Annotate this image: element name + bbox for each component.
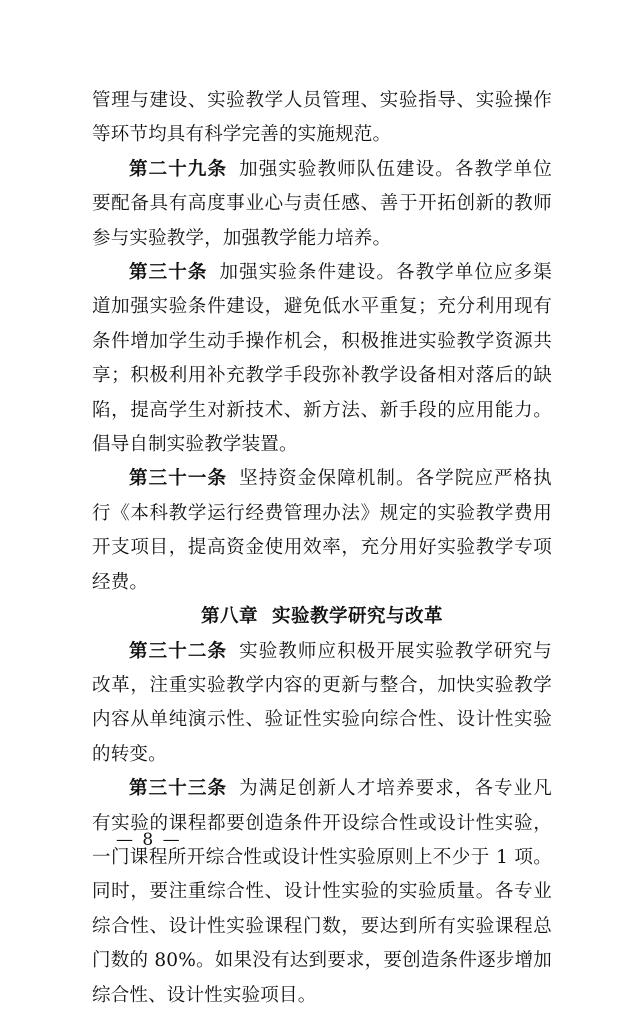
article-33-number: 第三十三条 [129, 778, 228, 800]
article-32 [92, 635, 552, 773]
article-31-number: 第三十一条 [129, 468, 228, 490]
chapter-title: 实验教学研究与改革 [272, 606, 444, 628]
article-32-number: 第三十二条 [129, 640, 228, 662]
article-30-number: 第三十条 [129, 262, 208, 284]
page-content [92, 84, 552, 1013]
article-31 [92, 462, 552, 600]
article-31-text: 坚持资金保障机制。各学院应严格执行《本科教学运行经费管理办法》规定的实验教学费用开支项目，提高资金使用效率，充分用好实验教学专项经费。 [92, 468, 552, 593]
page-number: — 8 — [116, 830, 182, 850]
chapter-heading [92, 600, 552, 634]
article-33 [92, 772, 552, 1013]
article-30 [92, 256, 552, 462]
article-32-text: 实验教师应积极开展实验教学研究与改革，注重实验教学内容的更新与整合，加快实验教学内容从单纯演示性、验证性实验向综合性、设计性实验的转变。 [92, 640, 552, 765]
article-29-text: 加强实验教师队伍建设。各教学单位要配备具有高度事业心与责任感、善于开拓创新的教师参与实验教学，加强教学能力培养。 [92, 158, 552, 249]
article-33-text: 为满足创新人才培养要求，各专业凡有实验的课程都要创造条件开设综合性或设计性实验，一门课程所开综合性或设计性实验原则上不少于 1 项。同时，要注重综合性、设计性实验的实验质量。各专业综合性、设计性实验课程门数，要达到所有实验课程总门数的 80%。如果没有达到要求，要创造条件逐步增加综合性、设计性实验项目。 [92, 778, 552, 1006]
article-29 [92, 153, 552, 256]
chapter-number: 第八章 [200, 606, 258, 628]
continuation-paragraph [92, 84, 552, 153]
article-29-number: 第二十九条 [129, 158, 228, 180]
article-30-text: 加强实验条件建设。各教学单位应多渠道加强实验条件建设，避免低水平重复；充分利用现有条件增加学生动手操作机会，积极推进实验教学资源共享；积极利用补充教学手段弥补教学设备相对落后的缺陷，提高学生对新技术、新方法、新手段的应用能力。倡导自制实验教学装置。 [92, 262, 552, 456]
continuation-text: 管理与建设、实验教学人员管理、实验指导、实验操作等环节均具有科学完善的实施规范。 [92, 90, 552, 146]
